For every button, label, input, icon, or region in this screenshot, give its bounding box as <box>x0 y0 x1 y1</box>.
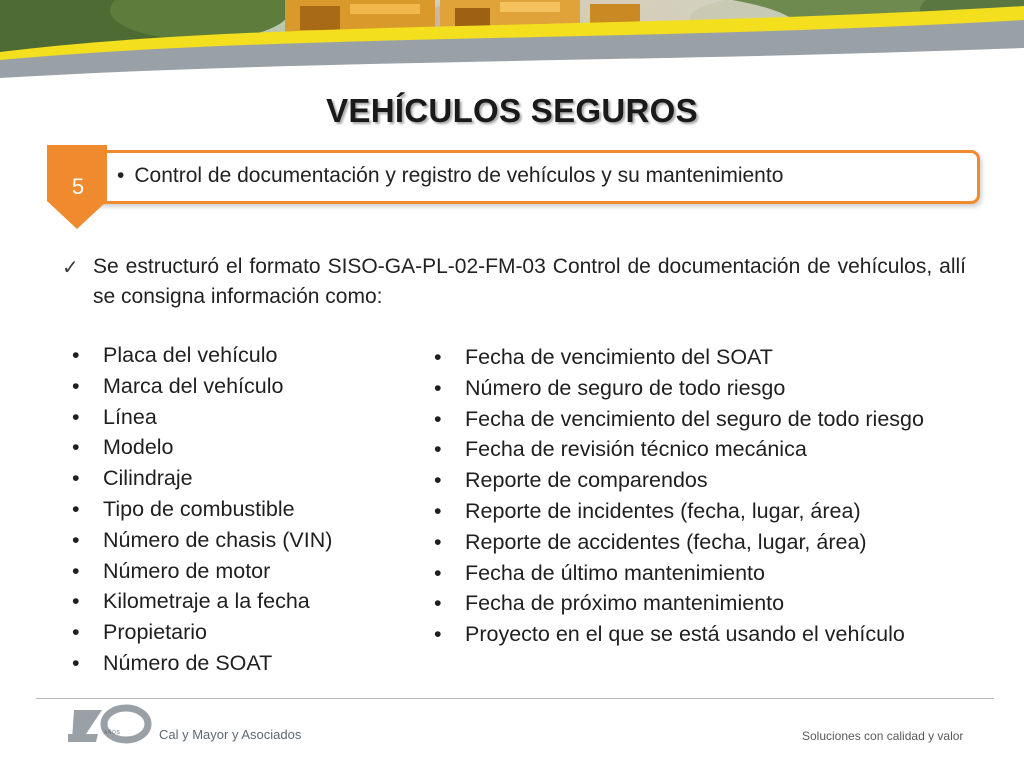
list-item: • Fecha de vencimiento del seguro de todo riesgo <box>434 404 959 435</box>
list-item: • Número de SOAT <box>72 648 402 679</box>
list-item: • Reporte de incidentes (fecha, lugar, área) <box>434 496 959 527</box>
bullet-dot: • <box>117 164 125 187</box>
banner-photo <box>0 0 1024 86</box>
right-bullet-list <box>434 342 959 650</box>
list-item: • Placa del vehículo <box>72 340 402 371</box>
footer-tagline: Soluciones con calidad y valor <box>802 729 964 743</box>
list-item: • Número de motor <box>72 556 402 587</box>
list-item: • Tipo de combustible <box>72 494 402 525</box>
company-name: Cal y Mayor y Asociados <box>159 727 302 742</box>
intro-text: Se estructuró el formato SISO-GA-PL-02-FM-03 Control de documentación de vehículos, allí se consigna información como: <box>93 255 966 308</box>
list-item: • Marca del vehículo <box>72 371 402 402</box>
list-item: • Cilindraje <box>72 463 402 494</box>
header-banner <box>0 0 1024 86</box>
list-item: • Modelo <box>72 432 402 463</box>
check-icon: ✓ <box>62 257 79 279</box>
step-number: 5 <box>71 174 85 199</box>
step-description: Control de documentación y registro de vehículos y su mantenimiento <box>134 164 784 187</box>
slide-title: VEHÍCULOS SEGUROS <box>326 92 698 129</box>
list-item: • Propietario <box>72 617 402 648</box>
list-item: • Número de seguro de todo riesgo <box>434 373 959 404</box>
list-item: • Fecha de revisión técnico mecánica <box>434 434 959 465</box>
list-item: • Número de chasis (VIN) <box>72 525 402 556</box>
list-item: • Reporte de accidentes (fecha, lugar, área) <box>434 527 959 558</box>
list-item: • Línea <box>72 402 402 433</box>
list-item: • Fecha de último mantenimiento <box>434 558 959 589</box>
list-item: • Kilometraje a la fecha <box>72 586 402 617</box>
list-item: • Fecha de próximo mantenimiento <box>434 588 959 619</box>
left-bullet-list <box>72 340 402 679</box>
step-box <box>88 150 980 204</box>
intro-paragraph <box>62 252 966 312</box>
footer-divider <box>36 698 994 699</box>
list-item: • Proyecto en el que se está usando el vehículo <box>434 619 959 650</box>
list-item: • Reporte de comparendos <box>434 465 959 496</box>
company-logo-icon <box>68 704 152 748</box>
step-box-text <box>117 164 783 188</box>
list-item: • Fecha de vencimiento del SOAT <box>434 342 959 373</box>
logo-years-label: AÑOS <box>104 730 121 736</box>
